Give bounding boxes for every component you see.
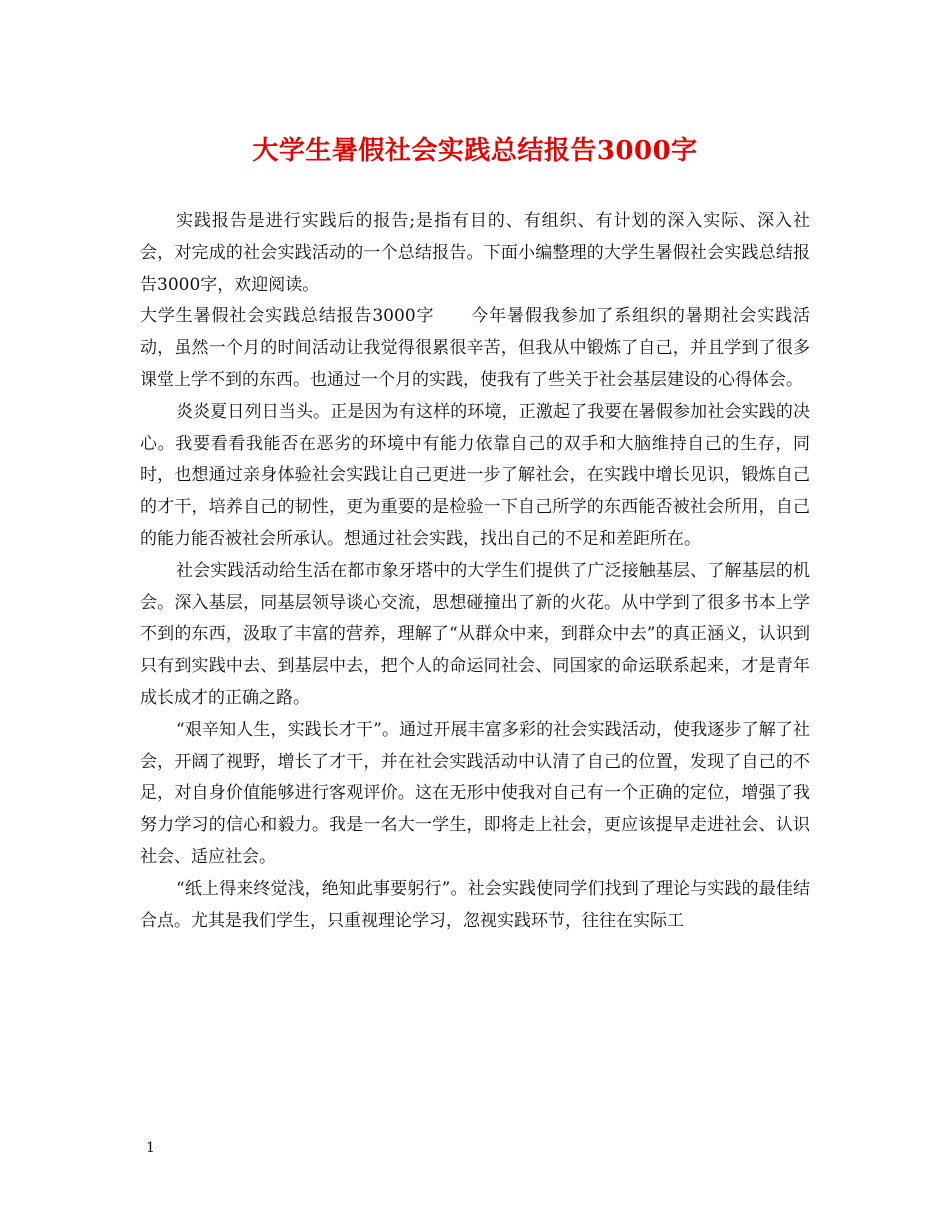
section-first-paragraph (140, 301, 810, 396)
body-paragraph: “纸上得来终觉浅，绝知此事要躬行”。社会实践使同学们找到了理论与实践的最佳结合点。尤其是我们学生，只重视理论学习，忽视实践环节，往往在实际工 (140, 878, 810, 931)
body-paragraph: “艰辛知人生，实践长才干”。通过开展丰富多彩的社会实践活动，使我逐步了解了社会，开阔了视野，增长了才干，并在社会实践活动中认清了自己的位置，发现了自己的不足，对自身价值能够进行客观评价。这在无形中使我对自己有一个正确的定位，增强了我努力学习的信心和毅力。我是一名大一学生，即将走上社会，更应该提早走进社会、认识社会、适应社会。 (140, 719, 810, 867)
page-number: 1 (146, 1140, 155, 1156)
section-first-text: 今年暑假我参加了系组织的暑期社会实践活动，虽然一个月的时间活动让我觉得很累很辛苦，但我从中锻炼了自己，并且学到了很多课堂上学不到的东西。也通过一个月的实践，使我有了些关于社会基层建设的心得体会。 (140, 306, 811, 390)
body-paragraph: 社会实践活动给生活在都市象牙塔中的大学生们提供了广泛接触基层、了解基层的机会。深入基层，同基层领导谈心交流，思想碰撞出了新的火花。从中学到了很多书本上学不到的东西，汲取了丰富的营养，理解了“从群众中来，到群众中去”的真正涵义，认识到只有到实践中去、到基层中去，把个人的命运同社会、同国家的命运联系起来，才是青年成长成才的正确之路。 (140, 560, 810, 708)
document-title: 大学生暑假社会实践总结报告3000字 (252, 136, 698, 166)
section-heading: 大学生暑假社会实践总结报告3000字 (140, 306, 435, 327)
intro-paragraph: 实践报告是进行实践后的报告;是指有目的、有组织、有计划的深入实际、深入社会，对完成的社会实践活动的一个总结报告。下面小编整理的大学生暑假社会实践总结报告3000字，欢迎阅读。 (140, 211, 810, 295)
document-body (140, 206, 810, 937)
body-paragraph: 炎炎夏日列日当头。正是因为有这样的环境，正激起了我要在暑假参加社会实践的决心。我要看看我能否在恶劣的环境中有能力依靠自己的双手和大脑维持自己的生存，同时，也想通过亲身体验社会实践让自己更进一步了解社会，在实践中增长见识，锻炼自己的才干，培养自己的韧性，更为重要的是检验一下自己所学的东西能否被社会所用，自己的能力能否被社会所承认。想通过社会实践，找出自己的不足和差距所在。 (140, 401, 810, 549)
